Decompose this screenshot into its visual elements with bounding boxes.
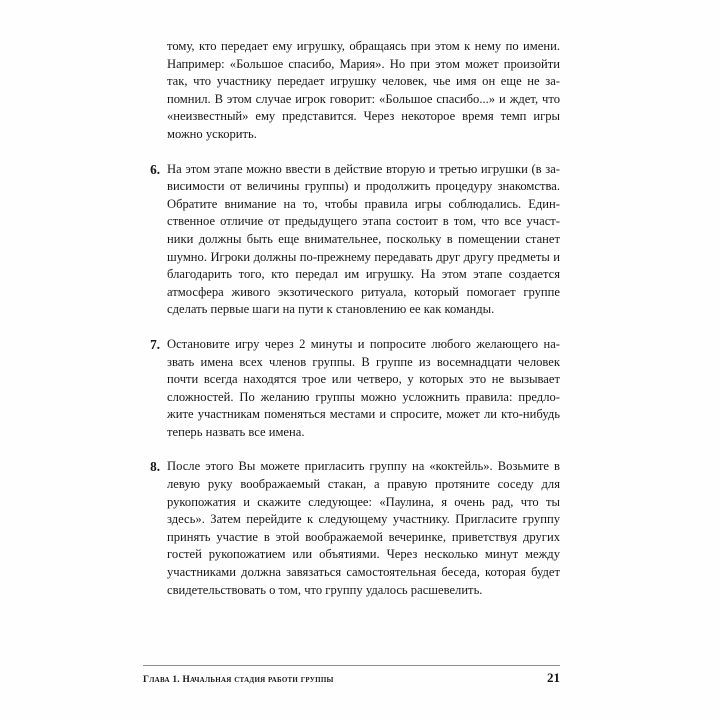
numbered-instruction-list (143, 161, 560, 600)
page-content (143, 38, 560, 599)
list-item-marker: 7. (150, 336, 160, 352)
list-item-text: Остановите игру через 2 минуты и попросите любого желающего назвать имена всех членов группы. В группе из восемнадцати человек почти всегда находятся трое или четверо, у которых это не вызывает сложностей. По желанию группы можно усложнить правила: предложите участникам поменяться местами и спросите, может ли кто-нибудь теперь назвать все имена. (167, 336, 560, 439)
footer-divider (143, 665, 560, 666)
footer-row (143, 670, 560, 686)
list-item-marker: 8. (150, 459, 160, 475)
intro-paragraph: тому, кто передает ему игрушку, обращаясь при этом к нему по имени. Например: «Большое спасибо, Мария». Но при этом может произойти так, что участнику передает игрушку человек, чье имя он еще не запомнил. В этом случае игрок говорит: «Большое спасибо...» и ждет, что «неизвестный» ему представится. Через некоторое время темп игры можно ускорить. (167, 39, 560, 141)
list-item-marker: 6. (150, 161, 160, 177)
list-item-text: На этом этапе можно ввести в действие вторую и третью игрушки (в зависимости от величины группы) и продолжить процедуру знакомства. Обратите внимание на то, чтобы правила игры соблюдались. Единственное отличие от предыдущего этапа состоит в том, что все участники должны быть еще внимательнее, поскольку в помещении станет шумно. Игроки должны по-прежнему передавать друг другу предметы и благодарить того, кто передал им игрушку. На этом этапе создается атмосфера живого экзотического ритуала, который помогает группе сделать первые шаги на пути к становлению ее как команды. (167, 161, 560, 317)
list-item (143, 336, 560, 442)
page-footer (143, 665, 560, 686)
list-item (143, 458, 560, 599)
page-number: 21 (547, 670, 560, 685)
running-head: Глава 1. Начальная стадия работи группы (143, 675, 334, 685)
list-item-text: После этого Вы можете пригласить группу на «коктейль». Возьмите в левую руку воображаемый стакан, а правую протяните соседу для рукопожатия и скажите следующее: «Паулина, я очень рад, что ты здесь». Затем перейдите к следующему участнику. Пригласите группу принять участие в этой воображаемой вечеринке, приветствуя других гостей рукопожатием или объятиями. Через несколько минут между участниками должна завязаться самостоятельная беседа, которая будет свидетельствовать о том, что группу удалось расшевелить. (167, 459, 560, 597)
list-item (143, 161, 560, 319)
